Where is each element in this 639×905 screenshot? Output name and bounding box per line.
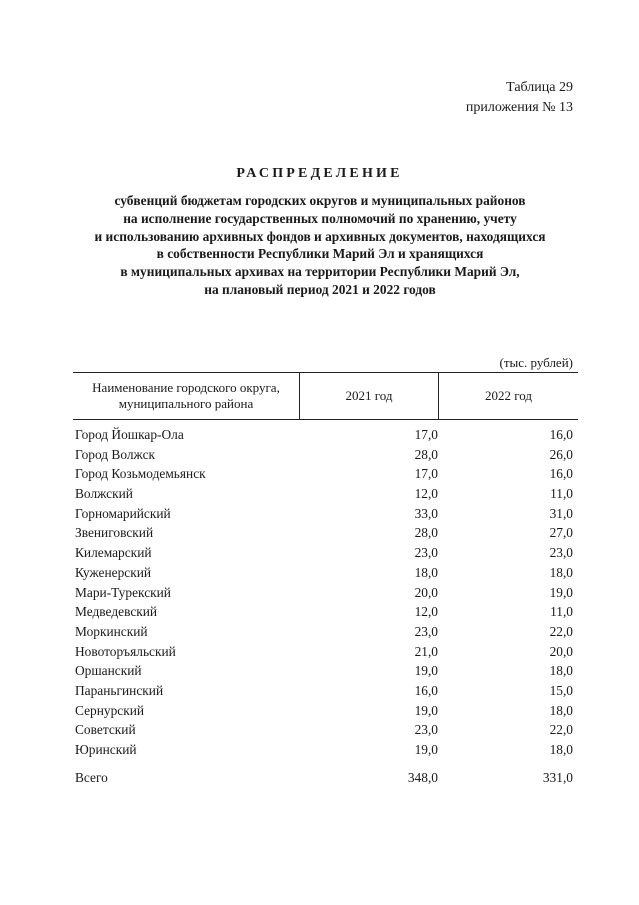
row-name: Моркинский: [75, 623, 148, 639]
total-label: Всего: [75, 770, 108, 785]
total-2021: 348,0: [407, 770, 438, 785]
row-value-2021: 23,0: [414, 722, 438, 738]
table-row: [0, 466, 639, 486]
row-value-2022: 27,0: [549, 525, 573, 541]
row-value-2022: 18,0: [549, 742, 573, 757]
units-label: (тыс. рублей): [499, 355, 573, 370]
table-total-row: [0, 770, 639, 790]
row-value-2022: 19,0: [549, 584, 573, 600]
row-name: Город Волжск: [75, 446, 156, 462]
row-name: Город Козьмодемьянск: [75, 466, 206, 482]
row-name: Куженерский: [75, 564, 152, 580]
row-value-2022: 18,0: [549, 564, 573, 580]
column-header-2022: 2022 год: [485, 388, 532, 403]
table-row: [0, 427, 639, 447]
subtitle-line: субвенций бюджетам городских округов и муниципальных районов: [114, 193, 526, 208]
subtitle-line: и использованию архивных фондов и архивных документов, находящихся: [94, 228, 546, 244]
table-row: [0, 722, 639, 742]
row-value-2021: 17,0: [414, 466, 438, 482]
table-row: [0, 624, 639, 644]
row-name: Город Йошкар-Ола: [75, 427, 184, 442]
row-value-2022: 11,0: [550, 486, 573, 502]
row-value-2021: 12,0: [414, 604, 438, 620]
row-name: Медведевский: [75, 604, 158, 620]
row-value-2021: 21,0: [414, 643, 438, 659]
appendix-reference: приложения № 13: [465, 100, 573, 115]
row-value-2021: 28,0: [414, 525, 438, 541]
row-value-2022: 31,0: [549, 505, 573, 521]
table-row: [0, 703, 639, 723]
row-value-2022: 23,0: [549, 545, 573, 561]
row-value-2021: 33,0: [414, 505, 438, 521]
row-value-2022: 22,0: [549, 623, 573, 639]
table-row: [0, 663, 639, 683]
row-value-2021: 12,0: [414, 486, 438, 502]
table-row: [0, 604, 639, 624]
row-name: Сернурский: [75, 702, 145, 718]
row-value-2022: 18,0: [549, 702, 573, 718]
row-value-2021: 23,0: [414, 623, 438, 639]
row-value-2021: 16,0: [414, 682, 438, 698]
row-name: Юринский: [75, 742, 137, 757]
row-value-2021: 17,0: [414, 427, 438, 442]
row-value-2022: 16,0: [549, 427, 573, 442]
row-value-2022: 18,0: [549, 663, 573, 679]
row-name: Волжский: [75, 486, 133, 502]
table-row: [0, 565, 639, 585]
row-name: Новоторъяльский: [75, 643, 176, 659]
row-name: Горномарийский: [75, 505, 171, 521]
row-value-2021: 28,0: [414, 446, 438, 462]
column-header-2021: 2021 год: [345, 388, 393, 403]
subtitle-line: на исполнение государственных полномочий по хранению, учету: [123, 210, 517, 226]
row-value-2021: 19,0: [414, 742, 438, 757]
row-value-2021: 19,0: [414, 702, 438, 718]
subtitle-line: в собственности Республики Марий Эл и хранящихся: [156, 246, 484, 262]
table-row: [0, 683, 639, 703]
row-name: Мари-Турекский: [75, 584, 171, 600]
row-name: Оршанский: [75, 663, 142, 679]
table-row: [0, 525, 639, 545]
table-row: [0, 644, 639, 664]
subtitle-line: на плановый период 2021 и 2022 годов: [204, 281, 436, 297]
table-row: [0, 545, 639, 565]
row-name: Советский: [75, 722, 136, 738]
row-name: Килемарский: [75, 545, 152, 561]
column-header-name: Наименование городского округа, муниципального района: [92, 380, 280, 411]
table-row: [0, 486, 639, 506]
row-value-2021: 23,0: [414, 545, 438, 561]
table-row: [0, 506, 639, 526]
row-value-2021: 19,0: [414, 663, 438, 679]
table-row: [0, 742, 639, 762]
table-row: [0, 447, 639, 467]
row-name: Параньгинский: [75, 682, 164, 698]
row-value-2021: 20,0: [414, 584, 438, 600]
document-subtitle: [60, 192, 580, 299]
row-value-2022: 20,0: [549, 643, 573, 659]
subtitle-line: в муниципальных архивах на территории Республики Марий Эл,: [120, 264, 520, 280]
table-number: Таблица 29: [506, 80, 573, 95]
table-body: [0, 427, 639, 762]
row-value-2022: 11,0: [550, 604, 573, 620]
row-value-2021: 18,0: [414, 564, 438, 580]
row-value-2022: 16,0: [549, 466, 573, 482]
table-row: [0, 585, 639, 605]
row-name: Звениговский: [75, 525, 154, 541]
total-2022: 331,0: [542, 770, 573, 785]
row-value-2022: 26,0: [549, 446, 573, 462]
row-value-2022: 15,0: [549, 682, 573, 698]
document-title: РАСПРЕДЕЛЕНИЕ: [236, 166, 403, 181]
row-value-2022: 22,0: [549, 722, 573, 738]
